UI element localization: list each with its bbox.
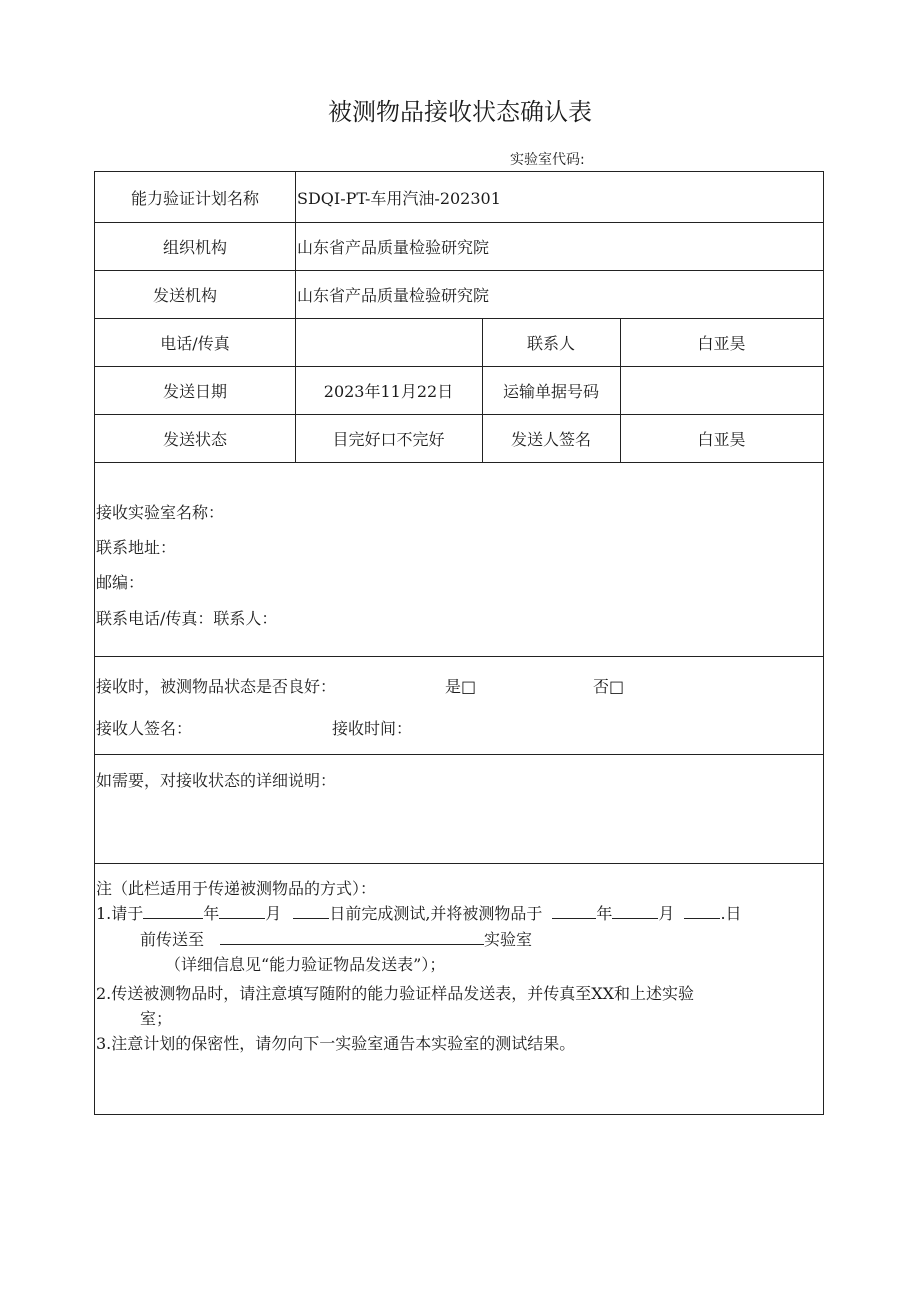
- sender-label: 发送机构: [152, 285, 217, 305]
- receiver-sign-label: 接收人签名：: [96, 719, 193, 738]
- section-divider: [95, 754, 823, 755]
- receive-time-label: 接收时间：: [332, 719, 413, 738]
- send-status-value[interactable]: 目完好口不完好: [332, 429, 445, 449]
- plan-name-label: 能力验证计划名称: [130, 188, 259, 208]
- waybill-label: 运输单据号码: [502, 381, 599, 401]
- send-status-label: 发送状态: [162, 429, 227, 449]
- note1-month: 月: [265, 904, 282, 923]
- note-item-1-line2: [140, 927, 532, 950]
- send-date-label: 发送日期: [162, 381, 227, 401]
- receiver-address-label: 联系地址：: [96, 538, 177, 557]
- note1-line2-suffix: 实验室: [484, 930, 533, 949]
- note-item-1: [96, 901, 742, 924]
- note-item-3: 3.注意计划的保密性，请勿向下一实验室通告本实验室的测试结果。: [96, 1034, 576, 1053]
- note1-year2: 年: [596, 904, 613, 923]
- sender-value[interactable]: 山东省产品质量检验研究院: [297, 285, 490, 305]
- row-divider: [95, 462, 823, 463]
- note1-day-text: 日前完成测试,并将被测物品于: [329, 904, 543, 923]
- phone-label: 电话/传真: [160, 333, 230, 353]
- detail-label: 如需要，对接收状态的详细说明：: [96, 771, 337, 790]
- phone-value[interactable]: [295, 318, 482, 366]
- form-title: 被测物品接收状态确认表: [328, 98, 592, 126]
- due-year-blank[interactable]: [143, 903, 203, 919]
- sender-sign-label: 发送人签名: [510, 429, 591, 449]
- ship-month-blank[interactable]: [612, 903, 658, 919]
- note1-prefix: 1.请于: [96, 904, 144, 923]
- waybill-value[interactable]: [620, 366, 823, 414]
- receiver-postcode-label: 邮编：: [96, 573, 145, 592]
- sender-sign-value[interactable]: 白亚昊: [697, 429, 746, 449]
- section-divider: [95, 863, 823, 864]
- due-day-blank[interactable]: [293, 903, 329, 919]
- organizer-value[interactable]: 山东省产品质量检验研究院: [297, 237, 490, 257]
- lab-code-label: 实验室代码:: [510, 152, 585, 168]
- note-item-1-line3: （详细信息见“能力验证物品发送表”）；: [165, 955, 446, 974]
- organizer-label: 组织机构: [162, 237, 227, 257]
- note-item-2-line2: 室；: [140, 1009, 173, 1028]
- condition-no-checkbox[interactable]: 否□: [593, 677, 625, 696]
- contact-value[interactable]: 白亚昊: [697, 333, 746, 353]
- ship-year-blank[interactable]: [552, 903, 596, 919]
- note1-line2-prefix: 前传送至: [140, 930, 205, 949]
- condition-yes-checkbox[interactable]: 是□: [445, 677, 477, 696]
- receiver-lab-name-label: 接收实验室名称：: [96, 503, 225, 522]
- receiver-phone-contact-label: 联系电话/传真：联系人：: [96, 609, 278, 628]
- notes-heading: 注（此栏适用于传递被测物品的方式）：: [96, 879, 377, 898]
- note1-day2: .日: [720, 904, 742, 923]
- note1-year: 年: [203, 904, 220, 923]
- condition-question: 接收时，被测物品状态是否良好：: [96, 677, 337, 696]
- section-divider: [95, 656, 823, 657]
- due-month-blank[interactable]: [219, 903, 265, 919]
- contact-label: 联系人: [526, 333, 575, 353]
- note-item-2: 2.传送被测物品时，请注意填写随附的能力验证样品发送表，并传真至XX和上述实验: [96, 984, 695, 1003]
- destination-lab-blank[interactable]: [220, 929, 484, 945]
- send-date-value[interactable]: 2023年11月22日: [323, 381, 454, 401]
- plan-name-value[interactable]: SDQI-PT-车用汽油-202301: [297, 188, 501, 208]
- form-table: [94, 171, 824, 1115]
- note1-month2: 月: [658, 904, 675, 923]
- ship-day-blank[interactable]: [684, 903, 720, 919]
